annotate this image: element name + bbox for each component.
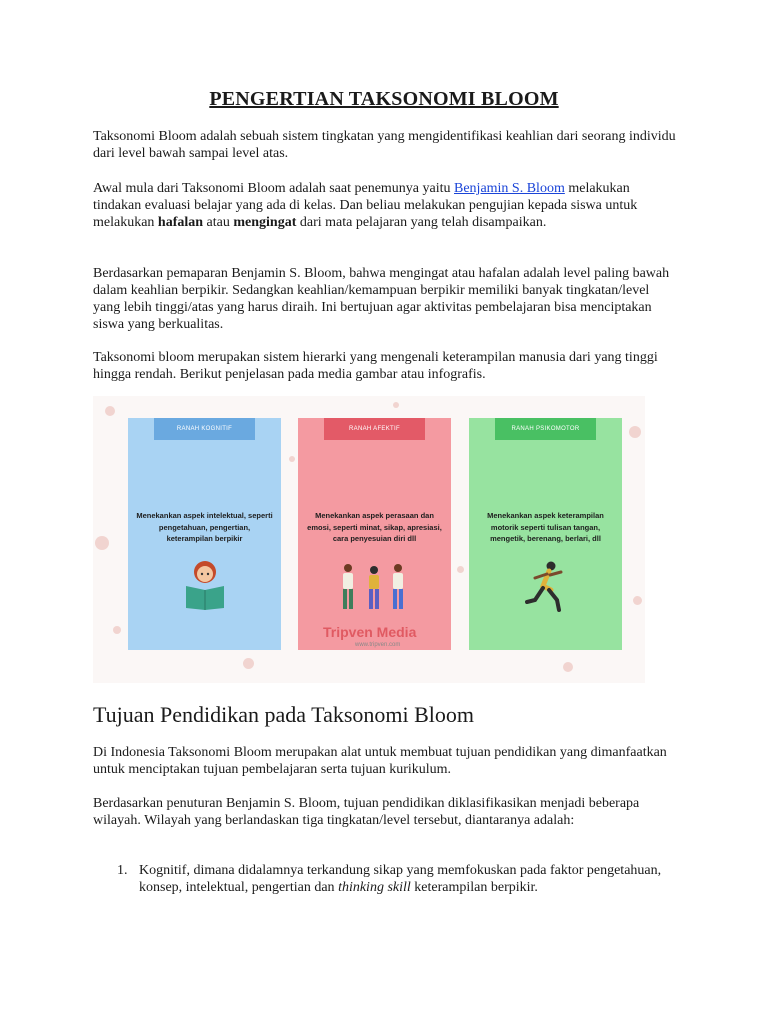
list-item-number: 1. (117, 863, 128, 878)
decor-splat (629, 426, 641, 438)
paragraph-origin-text-4: dari mata pelajaran yang telah disampaikan. (296, 215, 547, 230)
decor-splat (105, 406, 115, 416)
card-afektif (298, 418, 451, 650)
decor-splat (563, 662, 573, 672)
decor-splat (113, 626, 121, 634)
bold-hafalan: hafalan (157, 215, 204, 230)
list-item-text-1: Kognitif, dimana didalamnya terkandung sikap yang memfokuskan pada faktor pengetahuan, konsep, intelektual, pengertian dan (139, 863, 662, 895)
paragraph-origin-text-3: atau (203, 215, 234, 230)
card-kognitif-text: Menekankan aspek intelektual, seperti pengetahuan, pengertian, keterampilan berpikir (136, 511, 273, 543)
bold-mengingat: mengingat (233, 215, 297, 230)
people-group-icon (334, 560, 414, 612)
brand-url: www.tripven.com (355, 642, 401, 648)
list-item-italic: thinking skill (338, 880, 411, 895)
card-psikomotor-text: Menekankan aspek keterampilan motorik seperti tulisan tangan, mengetik, berenang, berlari, dll (487, 511, 604, 543)
list-item-text-2: keterampilan berpikir. (410, 880, 538, 895)
bloom-link[interactable]: Benjamin S. Bloom (454, 181, 565, 196)
paragraph-definition: Taksonomi Bloom adalah sebuah sistem tingkatan yang mengidentifikasi keahlian dari seorang individu dari level bawah sampai level atas. (93, 129, 676, 161)
card-kognitif (128, 418, 281, 650)
card-afektif-label: RANAH AFEKTIF (324, 418, 425, 440)
paragraph-hierarchy: Taksonomi bloom merupakan sistem hierarki yang mengenali keterampilan manusia dari yang tinggi hingga rendah. Berikut penjelasan pada media gambar atau infografis. (93, 350, 658, 382)
decor-splat (289, 456, 295, 462)
paragraph-indonesia: Di Indonesia Taksonomi Bloom merupakan alat untuk membuat tujuan pendidikan yang dimanfaatkan untuk menciptakan tujuan pembelajaran serta tujuan kurikulum. (93, 745, 667, 777)
infographic-image (93, 396, 645, 683)
page-title: PENGERTIAN TAKSONOMI BLOOM (209, 88, 559, 110)
runner-icon (521, 560, 571, 612)
card-psikomotor (469, 418, 622, 650)
decor-splat (95, 536, 109, 550)
paragraph-regions: Berdasarkan penuturan Benjamin S. Bloom, tujuan pendidikan diklasifikasikan menjadi beberapa wilayah. Wilayah yang berlandaskan tiga tingkatan/level tersebut, diantaranya adalah: (93, 796, 640, 828)
paragraph-origin (93, 180, 678, 231)
decor-splat (243, 658, 254, 669)
reading-child-icon (180, 558, 230, 610)
decor-splat (633, 596, 642, 605)
decor-splat (457, 566, 464, 573)
paragraph-explanation: Berdasarkan pemaparan Benjamin S. Bloom, bahwa mengingat atau hafalan adalah level paling bawah dalam keahlian berpikir. Sedangkan keahlian/kemampuan berpikir memiliki banyak tingkatan/level yang lebih tinggi/atas yang harus diraih. Ini bertujuan agar aktivitas pembelajaran bisa menciptakan siswa yang berkualitas. (93, 266, 670, 332)
decor-splat (393, 402, 399, 408)
card-afektif-text: Menekankan aspek perasaan dan emosi, seperti minat, sikap, apresiasi, cara penyesuian diri dll (307, 511, 442, 543)
section-heading: Tujuan Pendidikan pada Taksonomi Bloom (93, 702, 475, 727)
brand-logo: Tripven Media (323, 624, 417, 640)
list-item-text (139, 862, 679, 896)
card-kognitif-label: RANAH KOGNITIF (154, 418, 255, 440)
paragraph-origin-text-1: Awal mula dari Taksonomi Bloom adalah saat penemunya yaitu (93, 181, 454, 196)
card-psikomotor-label: RANAH PSIKOMOTOR (495, 418, 596, 440)
paragraph-origin-text-2: melakukan tindakan evaluasi belajar yang ada di kelas. Dan beliau melakukan pengujian kepada siswa untuk melakukan (93, 181, 638, 230)
